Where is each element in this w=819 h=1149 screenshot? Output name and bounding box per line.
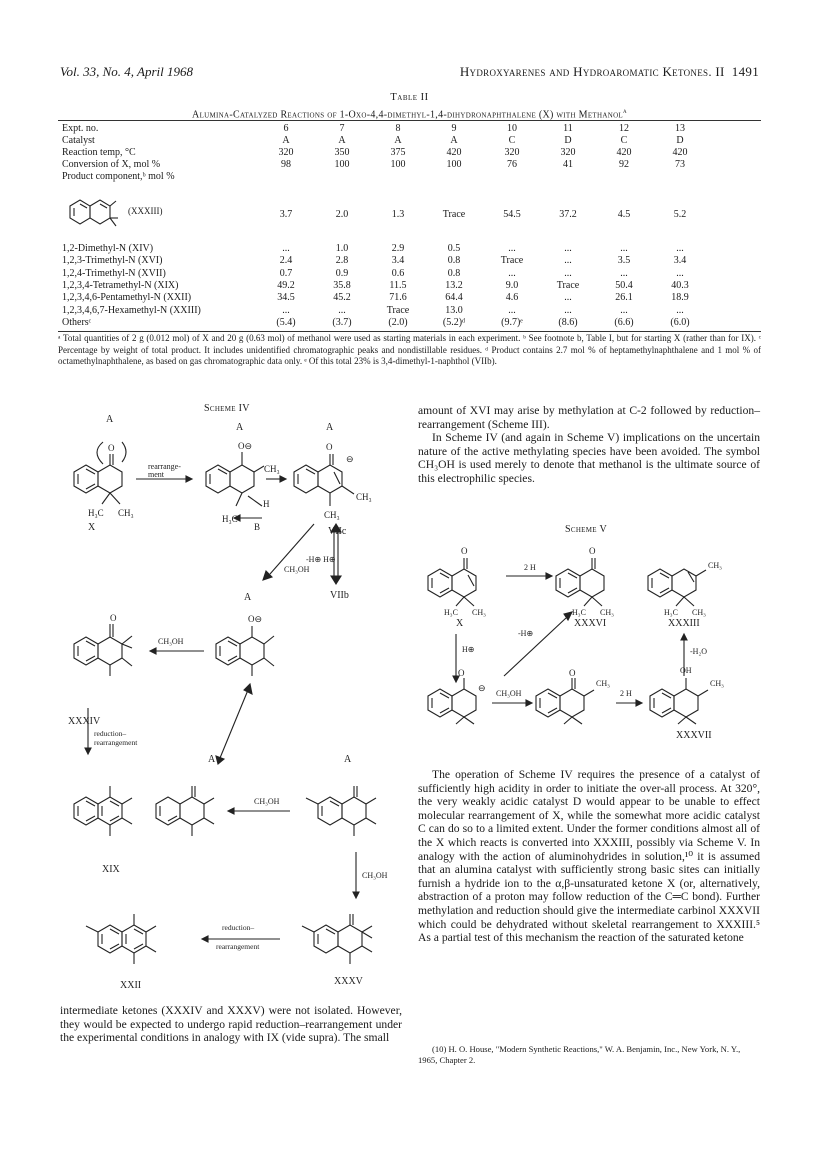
table-cell: D <box>676 135 684 146</box>
table-cell: ... <box>564 255 572 267</box>
s5-label-xxxiii: XXXIII <box>668 618 700 629</box>
s4-hplus: -H⊕ H⊕ <box>306 555 336 564</box>
s4-rearr1: rearrange- <box>148 462 181 471</box>
s4-label-viib: VIIb <box>330 590 349 601</box>
table-cell: ... <box>338 304 346 316</box>
svg-text:O: O <box>461 546 468 556</box>
s4-label-x: X <box>88 522 96 533</box>
s4-label-xxxiv: XXXIV <box>68 716 101 727</box>
table-row <box>62 123 762 134</box>
s5-minushplus: -H⊕ <box>518 629 534 638</box>
table-cell: ... <box>620 243 628 254</box>
table-cell: 12 <box>619 123 629 134</box>
svg-text:O: O <box>458 668 465 678</box>
s4-h-2: H <box>263 499 270 509</box>
svg-text:H₃C: H₃C <box>444 608 458 617</box>
table-cell: (6.6) <box>614 316 634 328</box>
table-cell: 1.3 <box>391 209 405 220</box>
table-cell: (5.2)ᵈ <box>442 316 466 328</box>
table-cell: 3.5 <box>617 255 631 267</box>
table-cell: 0.8 <box>447 267 461 279</box>
table-row <box>62 280 762 291</box>
table-cell: 40.3 <box>671 279 689 291</box>
s5-2h-2: 2 H <box>620 689 632 698</box>
table-row <box>62 292 762 303</box>
table-row <box>62 171 762 182</box>
table-cell: (5.4) <box>276 316 296 328</box>
table-cell: 375 <box>390 147 406 158</box>
scheme5-title: Scheme V <box>565 524 608 535</box>
table-cell: 100 <box>446 159 462 170</box>
table-cell: 13 <box>675 123 685 134</box>
table-row <box>62 159 762 170</box>
table-caption-text: Alumina-Catalyzed Reactions of 1-Oxo-4,4-dimethyl-1,4-dihydronaphthalene (X) with Methanol <box>192 109 624 121</box>
left-column-bottom-text: intermediate ketones (XXXIV and XXXV) were not isolated. However, they would be expected to undergo rapid reduction–rearrangement under the experimental conditions in analogy with IX (vide supra). The small <box>60 1004 402 1045</box>
xxxiii-structure <box>66 196 128 232</box>
table-cell: 13.2 <box>445 279 463 291</box>
table-top-rule <box>58 120 761 121</box>
svg-text:CH₃: CH₃ <box>692 608 706 617</box>
s4-label-viic: VIIc <box>328 526 347 537</box>
table-cell: C <box>508 135 516 146</box>
table-cell: 3.4 <box>673 255 687 267</box>
table-cell: ... <box>508 304 516 316</box>
s5-ch3oh: CH₃OH <box>496 689 522 698</box>
svg-text:CH₃: CH₃ <box>710 679 724 688</box>
s4-ch3oh-2: CH₃OH <box>158 637 184 646</box>
table-row <box>62 317 762 328</box>
svg-text:O: O <box>110 613 117 623</box>
table-row <box>62 135 762 146</box>
table-caption-note: a <box>623 107 627 115</box>
table-cell: (8.6) <box>558 316 578 328</box>
right-column-top <box>418 404 760 486</box>
table-cell: Trace <box>556 279 580 291</box>
table-cell: 54.5 <box>503 209 521 220</box>
table-cell: 1.0 <box>335 243 349 254</box>
table-cell: 26.1 <box>615 292 633 304</box>
row-label: Expt. no. <box>62 123 99 134</box>
table-cell: 98 <box>281 159 291 170</box>
table-cell: 34.5 <box>277 292 295 304</box>
table-cell: ... <box>564 304 572 316</box>
s4-h3c-1: H₃C <box>88 508 104 518</box>
s4-h3c-2: H₃C <box>222 514 238 524</box>
table-cell: 3.7 <box>279 209 293 220</box>
svg-text:CH₃: CH₃ <box>472 608 486 617</box>
s4-label-a1: A <box>106 414 114 425</box>
table-cell: ... <box>676 243 684 254</box>
table-cell: 71.6 <box>389 292 407 304</box>
table-cell: 2.9 <box>391 243 405 254</box>
table-cell: ... <box>282 304 290 316</box>
table-cell: 18.9 <box>671 292 689 304</box>
s5-2h-1: 2 H <box>524 563 536 572</box>
svg-text:CH₃: CH₃ <box>708 561 722 570</box>
table-cell: 100 <box>390 159 406 170</box>
table-cell: 76 <box>507 159 517 170</box>
table-cell: 41 <box>563 159 573 170</box>
table-cell: 9 <box>451 123 457 134</box>
table-cell: (6.0) <box>670 316 690 328</box>
table-cell: 2.0 <box>335 209 349 220</box>
s5-label-xxxvii: XXXVII <box>676 730 712 741</box>
table-title: Table II <box>390 92 429 103</box>
table-cell: 6 <box>283 123 289 134</box>
row-label: Product component,ᵇ mol % <box>62 171 175 182</box>
table-cell: 37.2 <box>559 209 577 220</box>
table-cell: A <box>338 135 346 146</box>
s5-hplus: H⊕ <box>462 645 475 654</box>
s4-ch3-2: CH₃ <box>264 464 280 474</box>
reference-10: (10) H. O. House, "Modern Synthetic Reactions," W. A. Benjamin, Inc., New York, N. Y., 1965, Chapter 2. <box>418 1044 741 1065</box>
table-cell: ... <box>564 267 572 279</box>
table-bottom-rule <box>58 331 761 332</box>
running-title-text: Hydroxyarenes and Hydroaromatic Ketones. II <box>459 64 725 79</box>
table-cell: ... <box>564 292 572 304</box>
table-cell: 64.4 <box>445 292 463 304</box>
row-label: 1,2,3,4,6-Pentamethyl-N (XXII) <box>62 292 192 304</box>
table-cell: 420 <box>446 147 462 158</box>
table-cell: ... <box>676 304 684 316</box>
table-cell: 11 <box>563 123 573 134</box>
right-column-bottom-text: The operation of Scheme IV requires the presence of a catalyst of sufficiently high acidity in order to initiate the over-all process. At 320°, the very weakly acidic catalyst D would appear to be unable to effect molecular rearrangement of X, while the somewhat more acidic catalyst C can do so to a limited extent. Under the former conditions almost all of the X which reacts is converted into XXXIII, possibly via Scheme V. In analogy with the action of aluminohydrides in solution,¹⁰ it is assumed that an alumina catalyst with sufficiently strong basic sites can initially furnish a hydride ion to the α,β-unsaturated ketone X (or, alternatively, abstraction of a proton may follow reduction of the C═C bond). Further methylation and reduction should give the intermediate carbinol XXXVII which could be dehydrated without skeletal rearrangement to XXXIII.⁵ As a partial test of this mechanism the reaction of the saturated ketone <box>418 768 760 945</box>
table-cell: D <box>564 135 572 146</box>
s4-label-xix: XIX <box>102 864 120 875</box>
svg-text:O: O <box>589 546 596 556</box>
table-cell: 0.6 <box>391 267 405 279</box>
s4-ch3oh-4: CH₃OH <box>362 871 388 880</box>
scheme5-diagram <box>418 536 762 728</box>
table-cell: C <box>620 135 628 146</box>
table-cell: ... <box>508 267 516 279</box>
row-label: 1,2,3,4,6,7-Hexamethyl-N (XXIII) <box>62 304 201 316</box>
table-cell: (9.7)ᵉ <box>501 316 523 328</box>
svg-text:CH₃: CH₃ <box>596 679 610 688</box>
s4-label-xxxv: XXXV <box>334 976 363 987</box>
row-label: Othersᶜ <box>62 316 92 328</box>
table-cell: 0.5 <box>447 243 461 254</box>
s4-label-a4: A <box>244 592 252 603</box>
svg-text:H₃C: H₃C <box>664 608 678 617</box>
row-label: Catalyst <box>62 135 95 146</box>
s4-redrearr1: reduction– <box>94 729 127 738</box>
row-label: Reaction temp, °C <box>62 147 136 158</box>
table-row-xxxiii <box>62 196 762 234</box>
svg-text:O⊖: O⊖ <box>238 441 253 451</box>
table-cell: (2.0) <box>388 316 408 328</box>
table-cell: 13.0 <box>445 304 463 316</box>
s4-label-xxii: XXII <box>120 980 142 991</box>
table-cell: 11.5 <box>389 279 407 291</box>
table-cell: 320 <box>560 147 576 158</box>
svg-text:O: O <box>326 442 333 452</box>
table-cell: ... <box>508 243 516 254</box>
journal-citation: Vol. 33, No. 4, April 1968 <box>60 64 194 79</box>
s4-ch3oh-3: CH₃OH <box>254 797 280 806</box>
table-row <box>62 243 762 254</box>
table-cell: 320 <box>504 147 520 158</box>
table-cell: A <box>282 135 290 146</box>
table-cell: 4.5 <box>617 209 631 220</box>
s4-ch3oh-1: CH₃OH <box>284 565 310 574</box>
table-row <box>62 268 762 279</box>
row-label: Conversion of X, mol % <box>62 159 161 170</box>
table-cell: 35.8 <box>333 279 351 291</box>
s4-label-a3: A <box>326 422 334 433</box>
table-cell: 420 <box>616 147 632 158</box>
scheme4-diagram <box>58 414 408 992</box>
s4-label-a2: A <box>236 422 244 433</box>
table-row <box>62 305 762 316</box>
right-para-2: In Scheme IV (and again in Scheme V) implications on the uncertain nature of the active methylating species have been avoided. The symbol CH₃OH is used merely to denote that methanol is the ultimate source of this electrophilic species. <box>418 431 760 485</box>
table-cell: 9.0 <box>505 279 519 291</box>
svg-text:CH₃: CH₃ <box>600 608 614 617</box>
table-cell: 350 <box>334 147 350 158</box>
table-row <box>62 255 762 266</box>
s5-oh: OH <box>680 666 692 675</box>
s5-label-x: X <box>456 618 464 629</box>
table-cell: 0.7 <box>279 267 293 279</box>
table-cell: 50.4 <box>615 279 633 291</box>
row-label: 1,2,4-Trimethyl-N (XVII) <box>62 267 166 279</box>
running-title <box>460 64 759 80</box>
s4-rearr2: ment <box>148 470 164 479</box>
s4-ch3-3: CH₃ <box>356 492 372 502</box>
xxxiii-label: (XXXIII) <box>128 206 163 216</box>
table-cell: ... <box>564 243 572 254</box>
s4-ch3-1: CH₃ <box>118 508 134 518</box>
s5-label-xxxvi: XXXVI <box>574 618 607 629</box>
s4-redrearr3: reduction– <box>222 923 255 932</box>
table-cell: 420 <box>672 147 688 158</box>
svg-text:⊖: ⊖ <box>478 683 486 693</box>
table-cell: A <box>450 135 458 146</box>
table-cell: Trace <box>442 209 466 220</box>
right-para-1: amount of XVI may arise by methylation at C-2 followed by reduction–rearrangement (Scheme III). <box>418 404 760 431</box>
s4-ch3-4: CH₃ <box>324 510 340 520</box>
s4-label-a6: A <box>344 754 352 765</box>
table-cell: A <box>394 135 402 146</box>
row-label: 1,2,3-Trimethyl-N (XVI) <box>62 255 163 267</box>
s5-minush2o: -H₂O <box>690 647 708 656</box>
svg-text:O: O <box>569 668 576 678</box>
s4-redrearr2: rearrangement <box>94 738 138 747</box>
table-cell: 10 <box>507 123 517 134</box>
table-cell: 5.2 <box>673 209 687 220</box>
table-cell: 7 <box>339 123 345 134</box>
table-cell: 8 <box>395 123 401 134</box>
svg-text:O⊖: O⊖ <box>248 614 263 624</box>
table-cell: 73 <box>675 159 685 170</box>
table-cell: 4.6 <box>505 292 519 304</box>
table-cell: ... <box>620 267 628 279</box>
table-cell: 2.4 <box>279 255 293 267</box>
table-cell: Trace <box>386 304 410 316</box>
s4-b: B <box>254 522 261 532</box>
table-cell: 45.2 <box>333 292 351 304</box>
table-cell: ... <box>620 304 628 316</box>
svg-text:⊖: ⊖ <box>346 454 354 464</box>
table-cell: 320 <box>278 147 294 158</box>
row-label: 1,2,3,4-Tetramethyl-N (XIX) <box>62 279 179 291</box>
scheme4-title: Scheme IV <box>204 403 250 414</box>
table-row <box>62 147 762 158</box>
table-cell: ... <box>282 243 290 254</box>
table-cell: (3.7) <box>332 316 352 328</box>
table-cell: Trace <box>500 255 524 267</box>
table-cell: 3.4 <box>391 255 405 267</box>
s4-redrearr4: rearrangement <box>216 942 260 951</box>
table-cell: 49.2 <box>277 279 295 291</box>
table-caption <box>0 107 819 120</box>
table-cell: 92 <box>619 159 629 170</box>
table-cell: 0.9 <box>335 267 349 279</box>
svg-text:H₃C: H₃C <box>572 608 586 617</box>
table-footnotes: ᵃ Total quantities of 2 g (0.012 mol) of X and 20 g (0.63 mol) of methanol were used as starting materials in each experiment. ᵇ See footnote b, Table I, but for starting X (rather than for IX). ᶜ Percentage by weight of total product. It includes unidentified chromatographic peaks and nondistillable residues. ᵈ Product contains 2.7 mol % of heptamethylnaphthalene and 1 mol % of octamethylnaphthalene, as based on gas chromatographic data only. ᵉ Of this total 23% is 3,4-dimethyl-1-naphthol (VIIb). <box>58 333 761 366</box>
table-cell: 100 <box>334 159 350 170</box>
page-number: 1491 <box>731 64 759 79</box>
table-cell: 2.8 <box>335 255 349 267</box>
svg-text:O: O <box>108 443 115 453</box>
table-cell: ... <box>676 267 684 279</box>
row-label: 1,2-Dimethyl-N (XIV) <box>62 243 154 254</box>
s4-label-a5: A <box>208 754 216 765</box>
table-cell: 0.8 <box>447 255 461 267</box>
